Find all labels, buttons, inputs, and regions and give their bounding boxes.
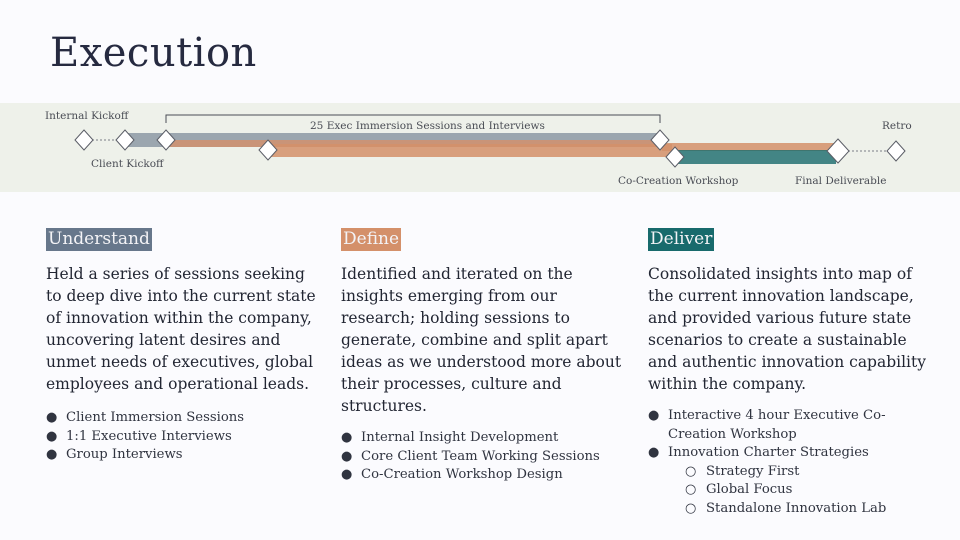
deliver-column xyxy=(648,228,938,518)
deliver-bar xyxy=(676,150,836,164)
page-title: Execution xyxy=(50,30,257,76)
internal-kickoff-milestone xyxy=(75,130,93,150)
define-bullets xyxy=(341,429,631,485)
list-item: ● Interactive 4 hour Executive Co-Creation Workshop xyxy=(648,408,886,442)
deliver-heading: Deliver xyxy=(650,229,713,249)
understand-column xyxy=(46,228,318,465)
sessions-label: 25 Exec Immersion Sessions and Interviews xyxy=(310,120,545,132)
define-bar xyxy=(268,144,672,157)
define-heading: Define xyxy=(343,229,400,249)
deliver-description: Consolidated insights into map of the current innovation landscape, and provided various future state scenarios to create a sustainable and authentic innovation capability within the company. xyxy=(648,265,927,393)
list-item: ● Co-Creation Workshop Design xyxy=(341,467,563,482)
final-deliverable-label: Final Deliverable xyxy=(795,175,887,187)
list-item: ● Group Interviews xyxy=(46,447,183,462)
list-item: ● Client Immersion Sessions xyxy=(46,410,245,425)
list-item: ● 1:1 Executive Interviews xyxy=(46,428,232,444)
deliver-bullets xyxy=(648,407,938,518)
understand-description: Held a series of sessions seeking to deep dive into the current state of innovation within the company, uncovering latent desires and unmet needs of executives, global employees and operational leads. xyxy=(46,265,316,393)
client-kickoff-label: Client Kickoff xyxy=(91,158,164,170)
retro-milestone xyxy=(887,141,905,161)
understand-bullets xyxy=(46,409,318,465)
co-creation-label: Co-Creation Workshop xyxy=(618,175,739,187)
list-item: ● Core Client Team Working Sessions xyxy=(341,448,600,464)
sub-list-item: ○ Standalone Innovation Lab xyxy=(685,500,887,516)
define-column xyxy=(341,228,631,485)
internal-kickoff-label: Internal Kickoff xyxy=(45,110,129,122)
list-item: ● Internal Insight Development xyxy=(341,430,559,445)
define-bar-late xyxy=(662,143,836,151)
sub-list-item: ○ Strategy First xyxy=(685,463,800,479)
retro-label: Retro xyxy=(882,120,912,132)
understand-heading: Understand xyxy=(48,229,150,249)
deliver-sub-bullets xyxy=(668,463,938,519)
sub-list-item: ○ Global Focus xyxy=(685,482,793,497)
define-description: Identified and iterated on the insights emerging from our research; holding sessions to generate, combine and split apart ideas as we understood more about their processes, culture and structures. xyxy=(341,265,622,415)
list-item: ● Innovation Charter Strategies ○ Strategy First ○ Global Focus ○ Standalone Innovation Lab xyxy=(648,444,938,518)
